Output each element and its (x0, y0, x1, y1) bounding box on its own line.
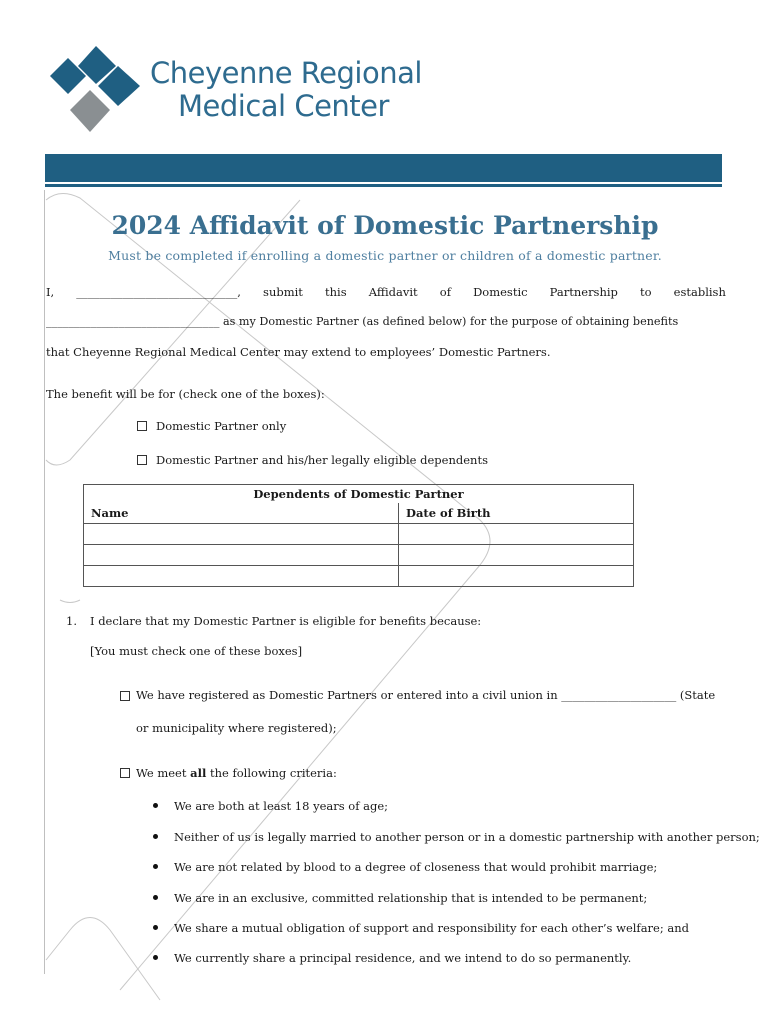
dob-cell[interactable] (399, 566, 634, 587)
intro-word: Affidavit (368, 285, 418, 299)
name-blank[interactable]: ____________________________, (76, 285, 241, 299)
table-row (84, 545, 634, 566)
criteria-item (153, 860, 657, 874)
intro-word: of (439, 285, 451, 299)
document-subtitle: Must be completed if enrolling a domestic partner or children of a domestic partner. (108, 248, 662, 263)
table-caption: Dependents of Domestic Partner (84, 485, 634, 504)
checkbox-icon[interactable] (120, 768, 130, 778)
bullet-icon (153, 803, 158, 808)
org-name-line2: Medical Center (178, 89, 389, 123)
criteria-item (153, 921, 689, 935)
intro-line-3: that Cheyenne Regional Medical Center may extend to employees’ Domestic Partners. (46, 345, 551, 359)
criteria-item (153, 891, 647, 905)
column-header-dob: Date of Birth (399, 503, 634, 524)
name-cell[interactable] (84, 566, 399, 587)
item-1-text: I declare that my Domestic Partner is eligible for benefits because: (90, 614, 482, 628)
bullet-icon (153, 955, 158, 960)
criteria-post: the following criteria: (206, 766, 337, 780)
benefit-option-partner-only[interactable] (137, 419, 286, 433)
checkbox-icon[interactable] (137, 421, 147, 431)
item-1-note: [You must check one of these boxes] (90, 644, 303, 658)
option-label: Domestic Partner and his/her legally eligible dependents (156, 453, 488, 467)
criteria-item (153, 951, 631, 965)
header-rule (45, 184, 722, 187)
criteria-text: We share a mutual obligation of support and responsibility for each other’s welfare; and (174, 921, 690, 935)
checkbox-icon[interactable] (137, 455, 147, 465)
option-label: Domestic Partner only (156, 419, 287, 433)
name-cell[interactable] (84, 524, 399, 545)
criteria-text: We currently share a principal residence, and we intend to do so permanently. (174, 951, 632, 965)
criteria-item (153, 799, 388, 813)
intro-word: submit (263, 285, 303, 299)
intro-word: I, (46, 285, 55, 299)
bullet-icon (153, 925, 158, 930)
checkbox-icon[interactable] (120, 691, 130, 701)
bullet-icon (153, 834, 158, 839)
benefit-option-partner-dependents[interactable] (137, 453, 488, 467)
header-banner (45, 154, 722, 182)
option-registered[interactable] (120, 688, 726, 702)
diamond-cluster-logo-icon (44, 44, 144, 136)
criteria-text: We are not related by blood to a degree of closeness that would prohibit marriage; (174, 860, 658, 874)
dependents-table (83, 484, 634, 587)
criteria-text: We are in an exclusive, committed relationship that is intended to be permanent; (174, 891, 648, 905)
criteria-text: Neither of us is legally married to another person or in a domestic partnership with another person; (174, 830, 760, 844)
criteria-text: We are both at least 18 years of age; (174, 799, 389, 813)
item-number: 1. (66, 614, 77, 628)
page-border (44, 190, 45, 974)
intro-word: Partnership (549, 285, 618, 299)
option-registered-text: We have registered as Domestic Partners or entered into a civil union in ____________________ (State (136, 688, 716, 702)
intro-word: establish (673, 285, 726, 299)
option-registered-cont: or municipality where registered); (136, 721, 337, 735)
option-criteria[interactable] (120, 766, 337, 780)
intro-word: this (325, 285, 347, 299)
table-row (84, 524, 634, 545)
name-cell[interactable] (84, 545, 399, 566)
org-name-line1: Cheyenne Regional (150, 56, 422, 90)
intro-line-1 (46, 285, 726, 299)
dob-cell[interactable] (399, 545, 634, 566)
bullet-icon (153, 895, 158, 900)
document-title: 2024 Affidavit of Domestic Partnership (111, 211, 659, 240)
bullet-icon (153, 864, 158, 869)
criteria-pre: We meet (136, 766, 191, 780)
benefit-prompt: The benefit will be for (check one of the boxes): (46, 387, 325, 401)
intro-line-2: _______________________________ as my Domestic Partner (as defined below) for the purpose of obtaining benefits (46, 315, 679, 328)
criteria-bold: all (190, 766, 207, 780)
intro-word: to (640, 285, 652, 299)
dob-cell[interactable] (399, 524, 634, 545)
intro-word: Domestic (473, 285, 528, 299)
table-row (84, 566, 634, 587)
criteria-item (153, 830, 760, 844)
column-header-name: Name (84, 503, 399, 524)
